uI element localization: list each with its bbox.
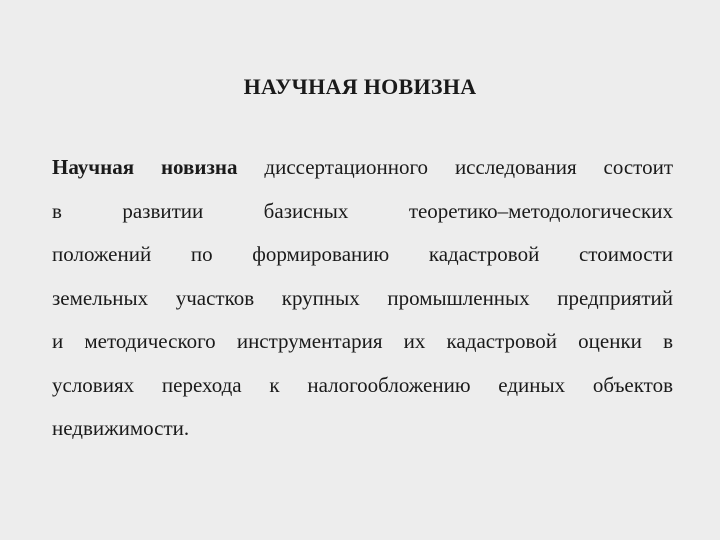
body-lead-term: Научная новизна <box>52 155 238 179</box>
body-line-1-text: диссертационного исследования состоит <box>237 155 673 179</box>
body-line-2: в развитии базисных теоретико–методологических <box>52 198 673 223</box>
slide-title: НАУЧНАЯ НОВИЗНА <box>243 74 477 99</box>
body-line-3: положений по формированию кадастровой стоимости <box>52 242 673 266</box>
body-line-5: и методического инструментария их кадастровой оценки в <box>52 329 673 353</box>
body-line-7: недвижимости. <box>52 416 190 440</box>
body-line-4: земельных участков крупных промышленных предприятий <box>52 285 673 310</box>
body-line-1 <box>52 146 673 190</box>
slide-body-text <box>52 146 673 451</box>
body-line-6: условиях перехода к налогообложению единых объектов <box>52 372 673 397</box>
